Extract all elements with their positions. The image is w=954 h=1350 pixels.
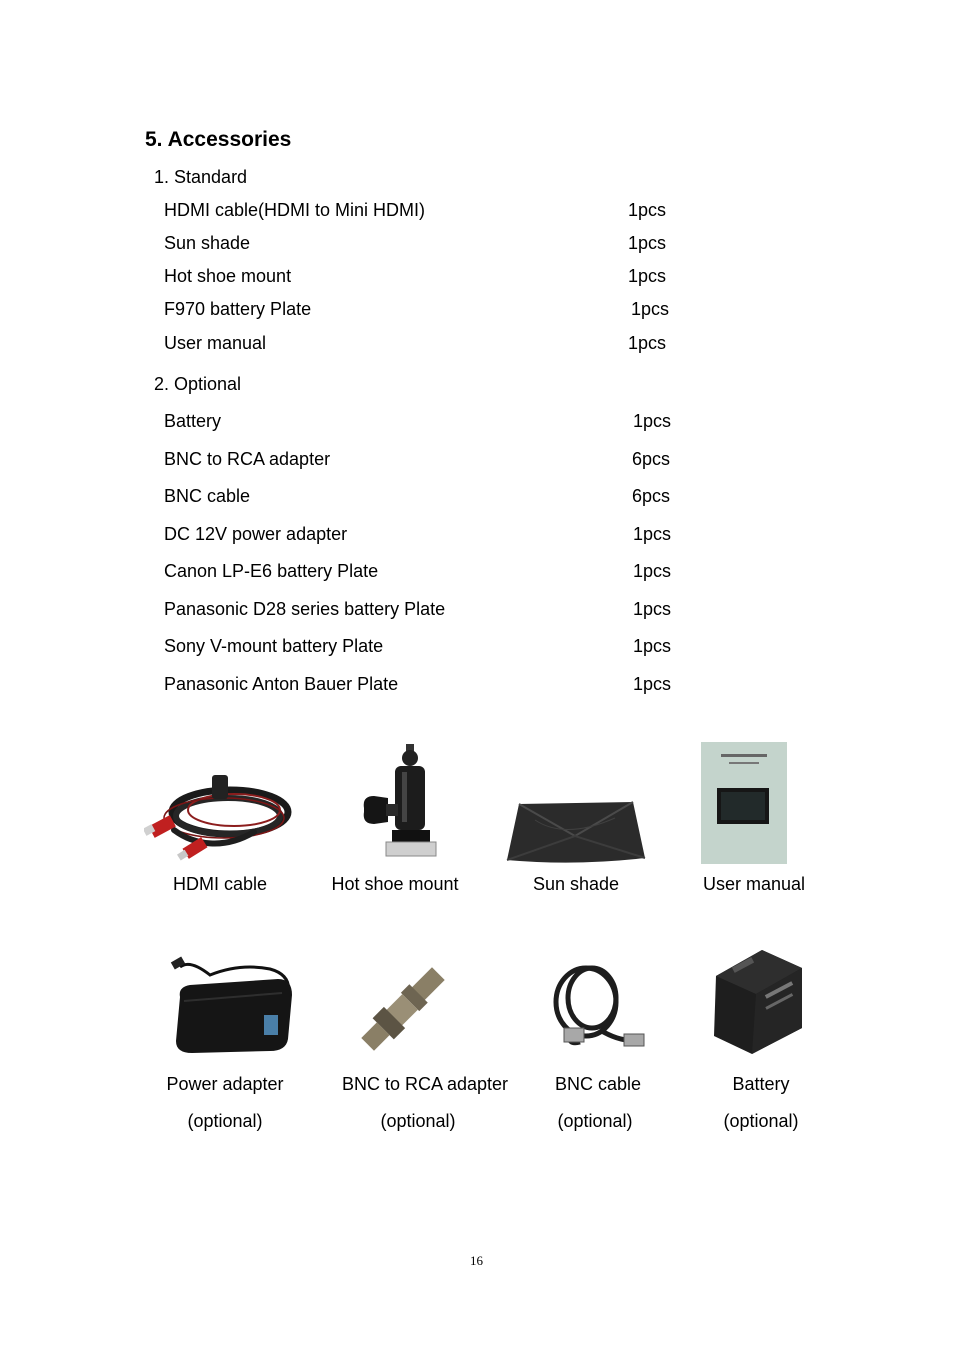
gallery-caption: HDMI cable	[172, 874, 268, 894]
standard-item-name: Sun shade	[164, 233, 251, 253]
optional-item-name: Sony V-mount battery Plate	[164, 636, 384, 656]
optional-item-qty: 1pcs	[633, 524, 672, 544]
standard-item-name: HDMI cable(HDMI to Mini HDMI)	[164, 200, 426, 220]
hdmi-cable-photo	[144, 770, 296, 866]
sun-shade-photo	[505, 800, 647, 864]
standard-item-name: User manual	[164, 333, 267, 353]
optional-item-name: Panasonic Anton Bauer Plate	[164, 674, 399, 694]
standard-item-qty: 1pcs	[628, 233, 667, 253]
optional-item-name: Canon LP-E6 battery Plate	[164, 561, 379, 581]
power-adapter-photo	[170, 955, 298, 1057]
gallery-caption: User manual	[702, 874, 806, 894]
standard-heading: 1. Standard	[154, 167, 248, 187]
optional-item-name: Panasonic D28 series battery Plate	[164, 599, 446, 619]
section-title: 5. Accessories	[145, 128, 292, 151]
bnc-cable-photo	[540, 950, 648, 1056]
standard-item-name: F970 battery Plate	[164, 299, 312, 319]
gallery-caption: Power adapter	[166, 1074, 284, 1094]
optional-item-name: BNC cable	[164, 486, 251, 506]
optional-item-name: BNC to RCA adapter	[164, 449, 331, 469]
gallery-caption-note: (optional)	[380, 1111, 456, 1131]
optional-heading: 2. Optional	[154, 374, 242, 394]
optional-item-qty: 1pcs	[633, 411, 672, 431]
gallery-caption-note: (optional)	[723, 1111, 799, 1131]
standard-item-qty: 1pcs	[628, 266, 667, 286]
user-manual-photo	[701, 742, 787, 864]
standard-item-qty: 1pcs	[628, 333, 667, 353]
optional-item-name: DC 12V power adapter	[164, 524, 348, 544]
optional-item-qty: 1pcs	[633, 561, 672, 581]
standard-item-qty: 1pcs	[631, 299, 670, 319]
optional-item-qty: 1pcs	[633, 636, 672, 656]
gallery-caption: BNC to RCA adapter	[341, 1074, 509, 1094]
optional-item-qty: 6pcs	[632, 449, 671, 469]
optional-item-qty: 1pcs	[633, 599, 672, 619]
gallery-caption: Hot shoe mount	[331, 874, 459, 894]
optional-item-qty: 6pcs	[632, 486, 671, 506]
optional-item-qty: 1pcs	[633, 674, 672, 694]
page-number: 16	[470, 1253, 483, 1268]
bnc-rca-adapter-photo	[358, 963, 448, 1055]
gallery-caption: BNC cable	[554, 1074, 642, 1094]
battery-photo	[712, 948, 804, 1056]
gallery-caption: Sun shade	[532, 874, 620, 894]
standard-item-name: Hot shoe mount	[164, 266, 292, 286]
hot-shoe-mount-photo	[362, 742, 442, 862]
optional-item-name: Battery	[164, 411, 222, 431]
gallery-caption-note: (optional)	[557, 1111, 633, 1131]
gallery-caption: Battery	[732, 1074, 790, 1094]
standard-item-qty: 1pcs	[628, 200, 667, 220]
gallery-caption-note: (optional)	[187, 1111, 263, 1131]
